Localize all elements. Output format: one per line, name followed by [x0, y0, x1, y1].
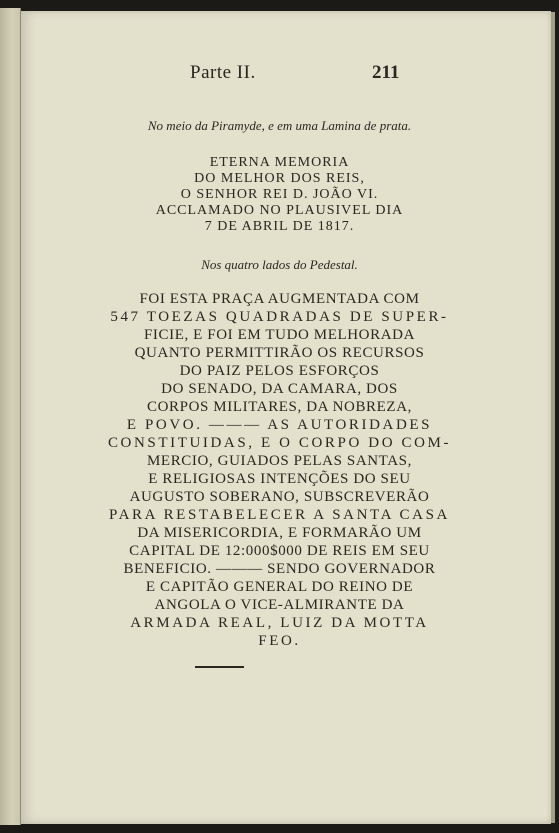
inscription-line: FOI ESTA PRAÇA AUGMENTADA COM — [139, 291, 420, 307]
pyramid-caption: No meio da Piramyde, e em uma Lamina de prata. — [147, 118, 412, 133]
memorial-line: 7 DE ABRIL DE 1817. — [204, 219, 355, 234]
part-heading: Parte II. — [190, 62, 256, 83]
page-number: 211 — [372, 62, 400, 83]
inscription-line: QUANTO PERMITTIRÃO OS RECURSOS — [134, 345, 425, 361]
pedestal-caption: Nos quatro lados do Pedestal. — [201, 257, 358, 272]
inscription-line: MERCIO, GUIADOS PELAS SANTAS, — [147, 453, 412, 469]
inscription-line: AUGUSTO SOBERANO, SUBSCREVERÃO — [129, 489, 430, 505]
inscription-line: DA MISERICORDIA, E FORMARÃO UM — [137, 525, 422, 541]
inscription-line: PARA RESTABELECER A SANTA CASA — [109, 507, 450, 523]
memorial-line: ETERNA MEMORIA — [209, 155, 350, 170]
inscription-line: 547 TOEZAS QUADRADAS DE SUPER- — [110, 309, 449, 325]
inscription-line: CAPITAL DE 12:000$000 DE REIS EM SEU — [129, 543, 430, 559]
inscription-line: FICIE, E FOI EM TUDO MELHORADA — [143, 327, 416, 343]
memorial-line: DO MELHOR DOS REIS, — [194, 171, 365, 186]
inscription-line: DO SENADO, DA CAMARA, DOS — [161, 381, 398, 397]
running-header — [0, 62, 559, 88]
inscription-line: E POVO. ——— AS AUTORIDADES — [126, 417, 433, 433]
closing-rule — [195, 666, 244, 668]
inscription-line: ARMADA REAL, LUIZ DA MOTTA — [130, 615, 429, 631]
inscription-line: E RELIGIOSAS INTENÇÕES DO SEU — [148, 471, 411, 487]
inscription-line: ANGOLA O VICE-ALMIRANTE DA — [154, 597, 405, 613]
inscription-line: DO PAIZ PELOS ESFORÇOS — [179, 363, 380, 379]
inscription-line: BENEFICIO. ——— SENDO GOVERNADOR — [123, 561, 436, 577]
memorial-line: ACCLAMADO NO PLAUSIVEL DIA — [155, 203, 404, 218]
inscription-line: E CAPITÃO GENERAL DO REINO DE — [145, 579, 414, 595]
inscription-line: CONSTITUIDAS, E O CORPO DO COM- — [107, 435, 452, 451]
memorial-line: O SENHOR REI D. JOÃO VI. — [180, 187, 379, 202]
inscription-line: CORPOS MILITARES, DA NOBREZA, — [147, 399, 412, 415]
inscription-line: FEO. — [258, 633, 301, 649]
